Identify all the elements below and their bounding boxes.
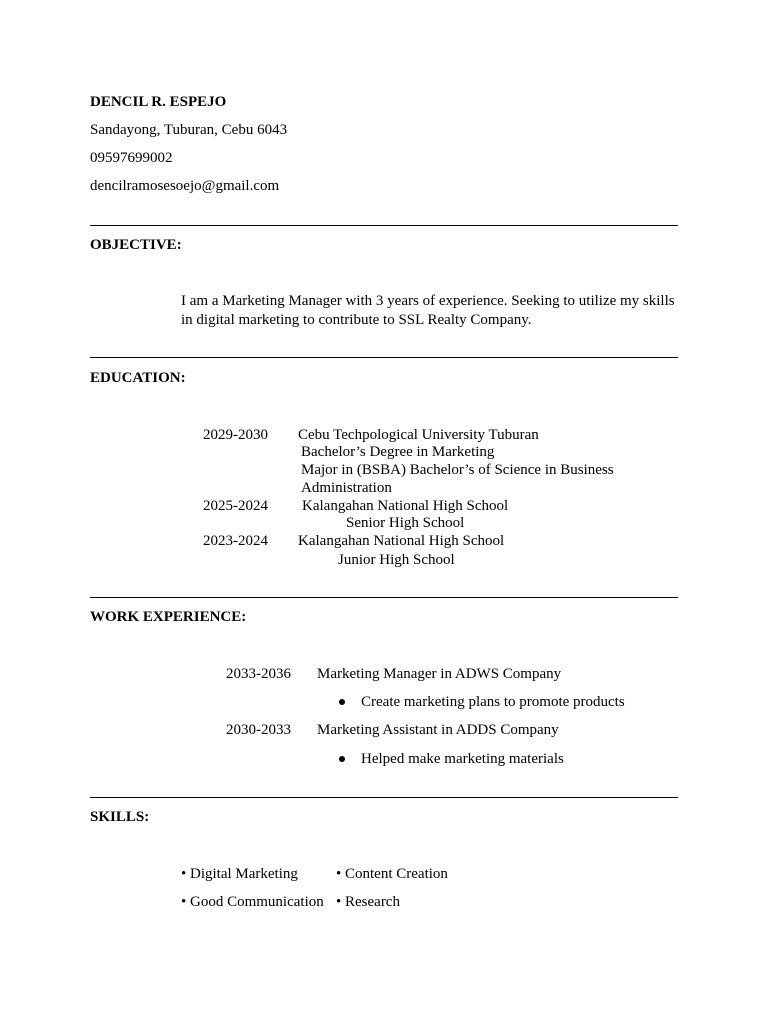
phone-number: 09597699002 (90, 150, 173, 166)
education-level: Senior High School (346, 515, 465, 531)
divider-skills (90, 797, 678, 798)
skill-item: • Research (336, 894, 400, 910)
education-years: 2025-2024 (203, 498, 268, 514)
education-major: Major in (BSBA) Bachelor’s of Science in Business (301, 462, 614, 478)
objective-text-line-1: I am a Marketing Manager with 3 years of experience. Seeking to utilize my skills (181, 293, 675, 309)
education-school: Cebu Techpological University Tuburan (298, 427, 539, 443)
work-bullet-text: Create marketing plans to promote products (361, 694, 625, 710)
skills-heading: SKILLS: (90, 809, 150, 825)
education-major-continued: Administration (301, 480, 392, 496)
education-years: 2023-2024 (203, 533, 268, 549)
divider-work-experience (90, 597, 678, 598)
objective-heading: OBJECTIVE: (90, 237, 182, 253)
address: Sandayong, Tuburan, Cebu 6043 (90, 122, 288, 138)
divider-objective (90, 225, 678, 226)
objective-text-line-2: in digital marketing to contribute to SSL Realty Company. (181, 312, 532, 328)
work-title: Marketing Assistant in ADDS Company (317, 722, 559, 738)
skill-item: • Content Creation (336, 866, 448, 882)
email-address: dencilramosesoejo@gmail.com (90, 178, 280, 194)
work-experience-heading: WORK EXPERIENCE: (90, 609, 247, 625)
work-title: Marketing Manager in ADWS Company (317, 666, 562, 682)
skill-item: • Good Communication (181, 894, 324, 910)
education-school: Kalangahan National High School (302, 498, 509, 514)
education-level: Junior High School (338, 552, 455, 568)
applicant-name: DENCIL R. ESPEJO (90, 94, 227, 110)
education-degree: Bachelor’s Degree in Marketing (301, 444, 495, 460)
skill-item: • Digital Marketing (181, 866, 298, 882)
work-years: 2030-2033 (226, 722, 291, 738)
bullet-icon (339, 756, 345, 762)
education-heading: EDUCATION: (90, 370, 186, 386)
education-school: Kalangahan National High School (298, 533, 505, 549)
education-years: 2029-2030 (203, 427, 268, 443)
work-years: 2033-2036 (226, 666, 291, 682)
divider-education (90, 357, 678, 358)
work-bullet-text: Helped make marketing materials (361, 751, 564, 767)
bullet-icon (339, 699, 345, 705)
